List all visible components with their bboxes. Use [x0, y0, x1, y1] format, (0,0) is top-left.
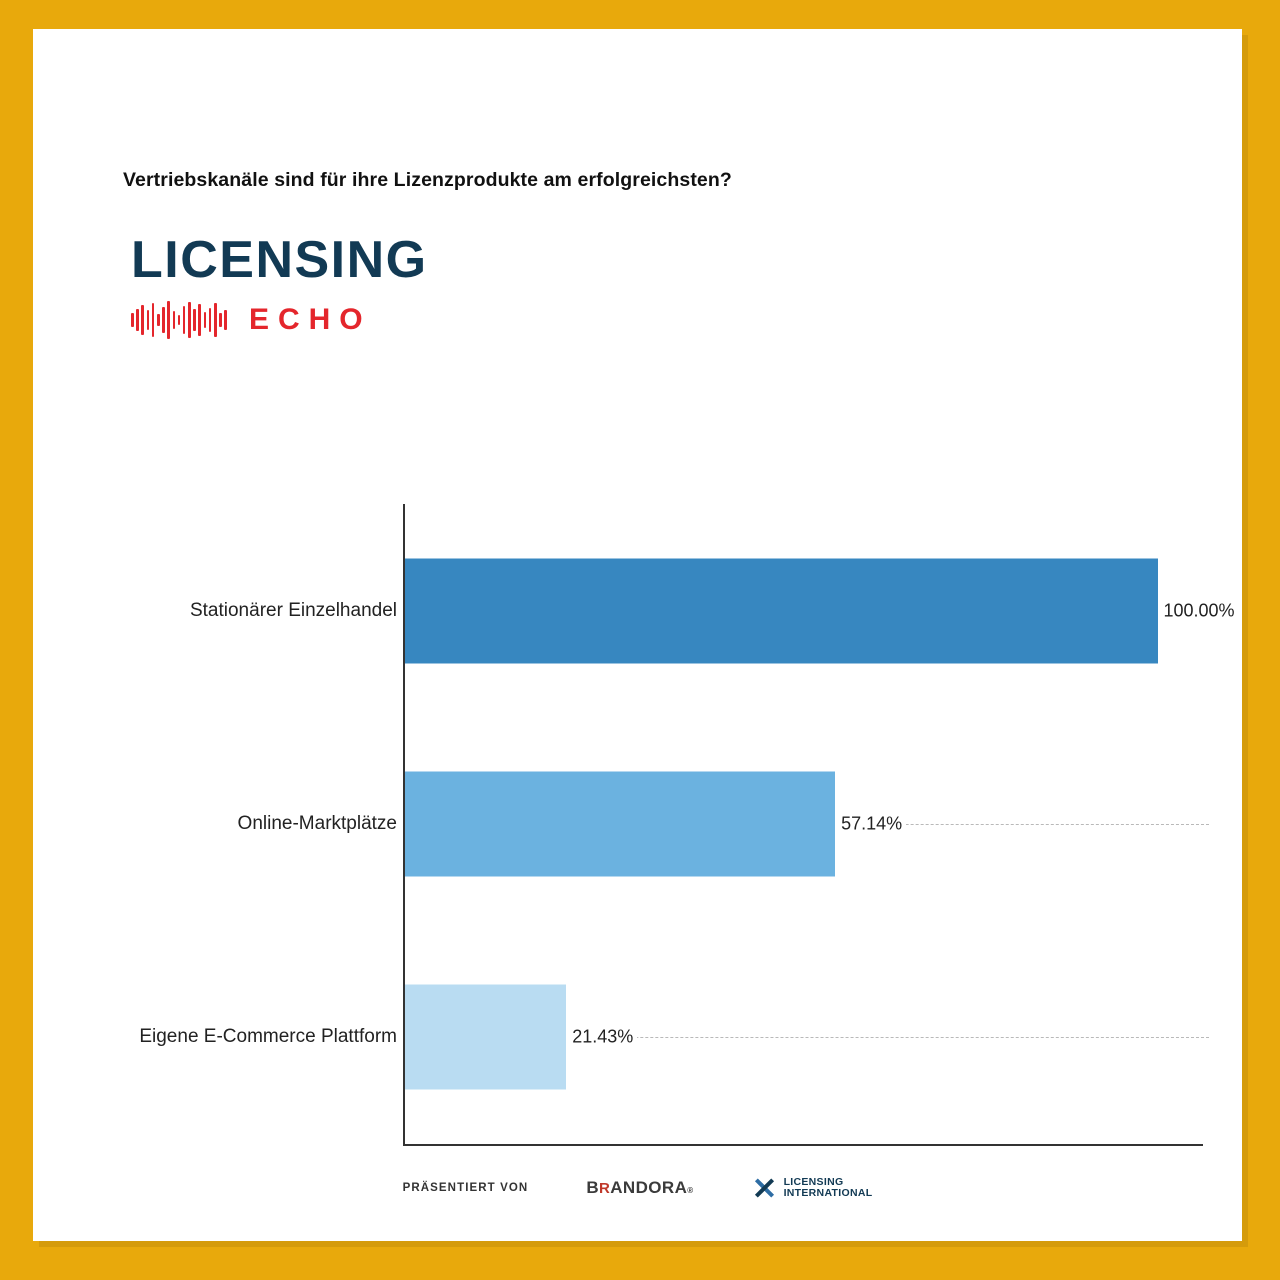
chart-row — [139, 931, 1203, 1144]
brandora-r: R — [599, 1180, 611, 1197]
bar-value-0: 100.00% — [1158, 600, 1239, 621]
waveform-icon — [131, 299, 227, 341]
category-label: Online-Marktplätze — [237, 812, 397, 834]
page-title: Vertriebskanäle sind für ihre Lizenzprodukte am erfolgreichsten? — [123, 169, 732, 191]
footer — [33, 1175, 1242, 1201]
brandora-pre: B — [586, 1178, 600, 1197]
logo-wordmark: LICENSING — [131, 231, 428, 289]
chart-top-clipped-text — [578, 489, 818, 496]
licensing-echo-logo — [131, 231, 451, 359]
brandora-post: ANDORA — [610, 1178, 688, 1197]
cross-mark-icon — [752, 1175, 778, 1201]
category-label: Stationärer Einzelhandel — [189, 599, 397, 621]
chart-row — [189, 504, 1235, 717]
licensing-international-logo — [752, 1175, 873, 1201]
slide-card — [33, 29, 1242, 1241]
bar-0[interactable] — [405, 558, 1158, 663]
bar-1[interactable] — [405, 771, 835, 876]
chart-plot-area — [139, 504, 1235, 1146]
logo-echo-text: ECHO — [248, 303, 372, 336]
bar-value-2: 21.43% — [566, 1027, 637, 1048]
brandora-logo — [586, 1178, 693, 1198]
brandora-registered: ® — [687, 1186, 694, 1195]
bar-2[interactable] — [405, 985, 566, 1090]
presented-by-label: PRÄSENTIERT VON — [402, 1182, 529, 1194]
li-line1: LICENSING — [783, 1175, 844, 1188]
chart-row — [237, 717, 1203, 930]
category-label: Eigene E-Commerce Plattform — [139, 1026, 397, 1048]
bar-chart — [123, 469, 1235, 1159]
bar-value-1: 57.14% — [835, 813, 906, 834]
li-line2: INTERNATIONAL — [783, 1187, 873, 1199]
